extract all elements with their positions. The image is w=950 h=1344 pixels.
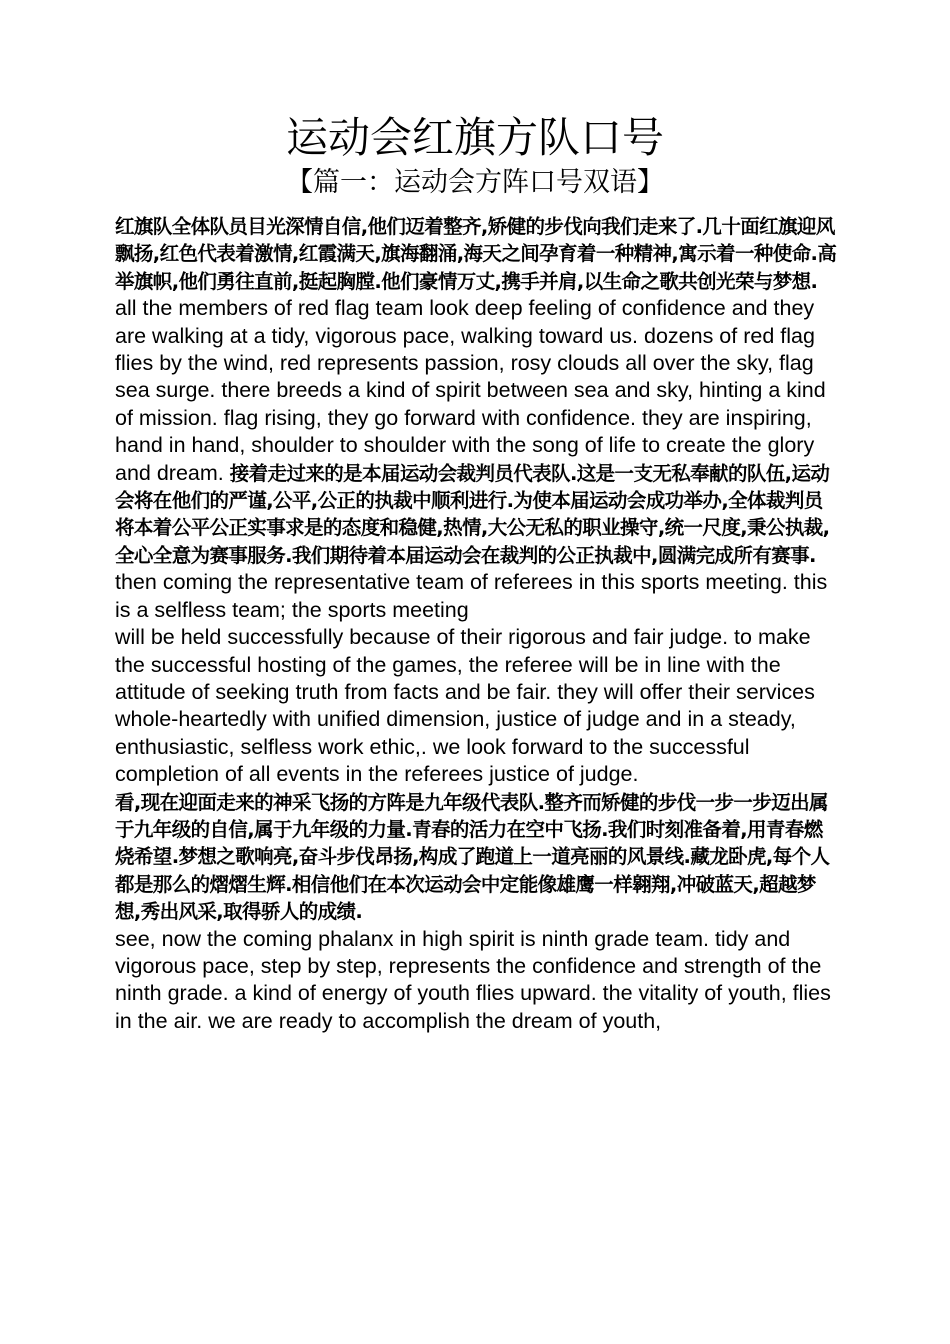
paragraph-ninth-grade-zh: 看,现在迎面走来的神采飞扬的方阵是九年级代表队.整齐而矫健的步伐一步一步迈出属于九年级的自信,属于九年级的力量.青春的活力在空中飞扬.我们时刻准备着,用青春燃烧希望.梦想之歌响亮,奋斗步伐昂扬,构成了跑道上一道亮丽的风景线.藏龙卧虎,每个人都是那么的熠熠生辉.相信他们在本次运动会中定能像雄鹰一样翱翔,冲破蓝天,超越梦想,秀出风采,取得骄人的成绩. <box>115 790 830 924</box>
paragraph-red-flag-en: all the members of red flag team look deep feeling of confidence and they are walking at a tidy, vigorous pace, walking toward us. dozens of red flag flies by the wind, red represents passion, rosy clouds all over the sky, flag sea surge. there breeds a kind of spirit between sea and sky, hinting a kind of mission. flag rising, they go forward with confidence. they are inspiring, hand in hand, shoulder to shoulder with the song of life to create the glory and dream. <box>115 296 826 485</box>
paragraph-referees-en-a: then coming the representative team of referees in this sports meeting. this is a selfless team; the sports meeting <box>115 570 828 622</box>
document-body <box>115 213 837 1035</box>
document-subtitle: 【篇一：运动会方阵口号双语】 <box>286 167 664 198</box>
paragraph-red-flag-en-and-referees-zh <box>115 295 837 569</box>
paragraph-referees-zh: 接着走过来的是本届运动会裁判员代表队.这是一支无私奉献的队伍,运动会将在他们的严谨,公平,公正的执裁中顺利进行.为使本届运动会成功举办,全体裁判员将本着公平公正实事求是的态度和稳健,热情,大公无私的职业操守,统一尺度,秉公执裁,全心全意为赛事服务.我们期待着本届运动会在裁判的公正执裁中,圆满完成所有赛事. <box>115 461 830 567</box>
document-title: 运动会红旗方队口号 <box>285 113 664 162</box>
paragraph-referees-en-b: will be held successfully because of their rigorous and fair judge. to make the successful hosting of the games, the referee will be in line with the attitude of seeking truth from facts and be fair. they will offer their services whole-heartedly with unified dimension, justice of judge and in a steady, enthusiastic, selfless work ethic,. we look forward to the successful completion of all events in the referees justice of judge. <box>115 625 815 787</box>
paragraph-ninth-grade-en: see, now the coming phalanx in high spirit is ninth grade team. tidy and vigorous pace, step by step, represents the confidence and strength of the ninth grade. a kind of energy of youth flies upward. the vitality of youth, flies in the air. we are ready to accomplish the dream of youth, <box>115 926 831 1033</box>
paragraph-red-flag-zh: 红旗队全体队员目光深情自信,他们迈着整齐,矫健的步伐向我们走来了.几十面红旗迎风飘扬,红色代表着激情,红霞满天,旗海翻涌,海天之间孕育着一种精神,寓示着一种使命.高举旗帜,他们勇往直前,挺起胸膛.他们豪情万丈,携手并肩,以生命之歌共创光荣与梦想. <box>115 215 837 293</box>
